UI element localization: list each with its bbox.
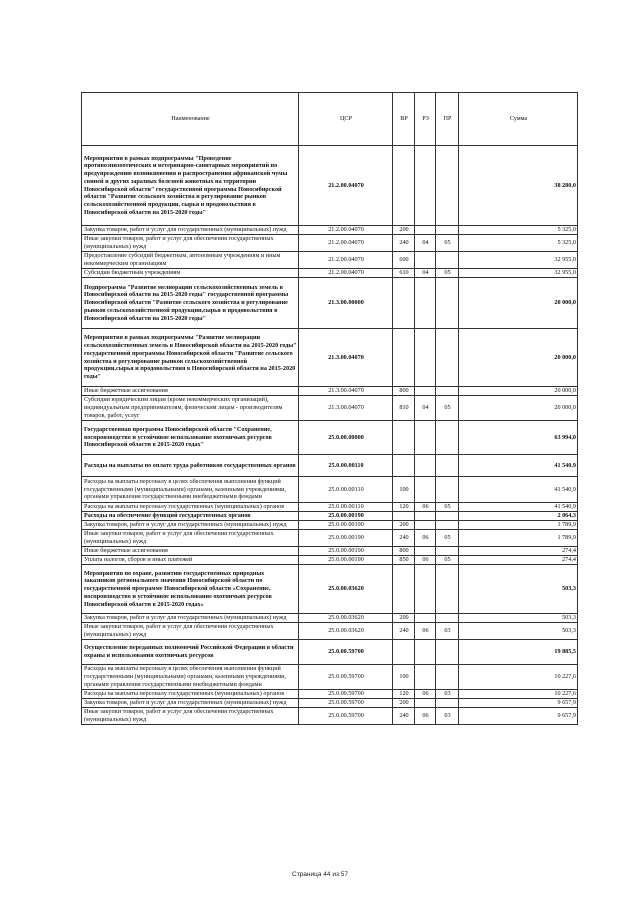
table-row	[82, 614, 578, 623]
cell-vr: 240	[393, 235, 415, 252]
header-rz: РЗ	[415, 93, 436, 146]
table-row	[82, 565, 578, 614]
page-number: Страница 44 из 57	[292, 871, 348, 878]
table-row	[82, 226, 578, 235]
cell-rz	[415, 455, 436, 477]
cell-sum: 1 789,9	[459, 530, 578, 547]
cell-name: Закупка товаров, работ и услуг для государственных (муниципальных) нужд	[82, 614, 299, 623]
cell-pr: 03	[436, 623, 459, 640]
cell-name: Закупка товаров, работ и услуг для государственных (муниципальных) нужд	[82, 226, 299, 235]
cell-name: Расходы на выплаты персоналу государственных (муниципальных) органов	[82, 690, 299, 699]
cell-vr	[393, 565, 415, 614]
cell-name: Закупка товаров, работ и услуг для государственных (муниципальных) нужд	[82, 521, 299, 530]
header-pr: ПР	[436, 93, 459, 146]
cell-sum: 32 955,0	[459, 252, 578, 269]
cell-vr: 610	[393, 269, 415, 278]
cell-sum: 32 955,0	[459, 269, 578, 278]
table-row	[82, 708, 578, 725]
cell-pr: 05	[436, 556, 459, 565]
cell-name: Иные бюджетные ассигнования	[82, 387, 299, 396]
cell-sum: 20 000,0	[459, 278, 578, 329]
cell-vr	[393, 278, 415, 329]
cell-csr: 25.0.00.00110	[299, 503, 393, 512]
cell-rz	[415, 252, 436, 269]
cell-csr: 25.0.00.59700	[299, 690, 393, 699]
cell-rz	[415, 278, 436, 329]
table-row	[82, 387, 578, 396]
cell-sum: 2 064,3	[459, 512, 578, 521]
cell-vr: 240	[393, 623, 415, 640]
cell-rz	[415, 421, 436, 455]
cell-vr: 810	[393, 396, 415, 421]
cell-csr: 25.0.00.00190	[299, 512, 393, 521]
cell-name: Иные закупки товаров, работ и услуг для обеспечения государственных (муниципальных) нужд	[82, 530, 299, 547]
cell-csr: 25.0.00.00190	[299, 521, 393, 530]
cell-vr: 200	[393, 699, 415, 708]
cell-pr	[436, 477, 459, 503]
cell-csr: 21.2.00.04070	[299, 235, 393, 252]
cell-sum: 63 994,0	[459, 421, 578, 455]
cell-sum: 503,3	[459, 565, 578, 614]
table-row	[82, 269, 578, 278]
cell-pr	[436, 387, 459, 396]
table-row	[82, 421, 578, 455]
cell-sum: 9 657,9	[459, 699, 578, 708]
cell-sum: 10 227,6	[459, 665, 578, 690]
cell-sum: 503,3	[459, 614, 578, 623]
table-row	[82, 252, 578, 269]
cell-pr: 05	[436, 235, 459, 252]
table-row	[82, 477, 578, 503]
cell-csr: 25.0.00.03620	[299, 565, 393, 614]
cell-sum: 503,3	[459, 623, 578, 640]
cell-sum: 1 789,9	[459, 521, 578, 530]
cell-csr: 21.3.00.04070	[299, 329, 393, 387]
cell-csr: 21.2.00.04070	[299, 226, 393, 235]
cell-vr: 850	[393, 556, 415, 565]
cell-vr: 120	[393, 503, 415, 512]
cell-pr	[436, 547, 459, 556]
cell-csr: 25.0.00.00110	[299, 477, 393, 503]
cell-pr: 05	[436, 503, 459, 512]
budget-table	[81, 92, 578, 725]
table-row	[82, 699, 578, 708]
cell-rz: 06	[415, 708, 436, 725]
cell-name: Мероприятия в рамках подпрограммы "Проведение противоэпизоотических и ветеринарно-санитарных мероприятий по предупреждению возникновения и распространения африканской чумы свиней и других заразных болезней животных на территории Новосибирской области" государственной программы Новосибирской области "Развитие сельского хозяйства и регулирование рынков сельскохозяйственной продукции, сырья и продовольствия в Новосибирской области на 2015-2020 годы"	[82, 146, 299, 226]
table-row	[82, 521, 578, 530]
cell-name: Закупка товаров, работ и услуг для государственных (муниципальных) нужд	[82, 699, 299, 708]
header-vr: ВР	[393, 93, 415, 146]
cell-sum: 20 000,0	[459, 396, 578, 421]
cell-name: Осуществление переданных полномочий Российской Федерации в области охраны и использования охотничьих ресурсов	[82, 640, 299, 665]
cell-name: Расходы на выплаты персоналу в целях обеспечения выполнения функций государственными (муниципальными) органами, казенными учреждениями, органами управления государственными внебюджетными фондами	[82, 665, 299, 690]
cell-rz	[415, 565, 436, 614]
table-row	[82, 556, 578, 565]
cell-csr: 25.0.00.03620	[299, 623, 393, 640]
cell-csr: 21.3.00.04070	[299, 396, 393, 421]
cell-sum: 9 657,9	[459, 708, 578, 725]
cell-pr: 05	[436, 396, 459, 421]
cell-pr	[436, 278, 459, 329]
cell-pr: 03	[436, 690, 459, 699]
cell-pr	[436, 252, 459, 269]
cell-csr: 25.0.00.00190	[299, 530, 393, 547]
cell-name: Иные закупки товаров, работ и услуг для обеспечения государственных (муниципальных) нужд	[82, 623, 299, 640]
cell-vr: 200	[393, 614, 415, 623]
cell-name: Расходы на выплаты по оплате труда работников государственных органов	[82, 455, 299, 477]
cell-pr	[436, 565, 459, 614]
cell-name: Уплата налогов, сборов и иных платежей	[82, 556, 299, 565]
cell-csr: 25.0.00.00000	[299, 421, 393, 455]
cell-name: Расходы на обеспечение функций государственных органов	[82, 512, 299, 521]
cell-pr	[436, 421, 459, 455]
cell-csr: 25.0.00.00110	[299, 455, 393, 477]
header-sum: Сумма	[459, 93, 578, 146]
cell-csr: 25.0.00.59700	[299, 640, 393, 665]
cell-pr	[436, 329, 459, 387]
table-row	[82, 278, 578, 329]
cell-rz: 04	[415, 269, 436, 278]
cell-pr: 05	[436, 530, 459, 547]
cell-name: Подпрограмма "Развитие мелиорации сельскохозяйственных земель в Новосибирской области на 2015-2020 годы" государственной программы Новосибирской области "Развитие сельского хозяйства и регулирование рынков сельскохозяйственной продукции,сырья и продовольствия в Новосибирской области на 2015-2020 годы"	[82, 278, 299, 329]
cell-rz	[415, 614, 436, 623]
table-row	[82, 547, 578, 556]
cell-name: Мероприятия по охране, развитию государственных природных заказников регионального значения Новосибирской области по государственной программе Новосибирской области «Сохранение, воспроизводство и устойчивое использование охотничьих ресурсов Новосибирской области в 2015-2020 годах»	[82, 565, 299, 614]
cell-rz: 06	[415, 530, 436, 547]
cell-vr	[393, 455, 415, 477]
table-row	[82, 640, 578, 665]
cell-sum: 19 885,5	[459, 640, 578, 665]
table-row	[82, 530, 578, 547]
cell-vr	[393, 512, 415, 521]
header-csr: ЦСР	[299, 93, 393, 146]
cell-pr	[436, 226, 459, 235]
cell-name: Предоставление субсидий бюджетным, автономным учреждениям и иным некоммерческим организациям	[82, 252, 299, 269]
table-row	[82, 690, 578, 699]
cell-name: Субсидии бюджетным учреждениям	[82, 269, 299, 278]
cell-rz	[415, 640, 436, 665]
table-row	[82, 665, 578, 690]
cell-vr: 240	[393, 530, 415, 547]
table-row	[82, 503, 578, 512]
cell-name: Субсидии юридическим лицам (кроме некоммерческих организаций), индивидуальным предпринимателям, физическим лицам - производителям товаров, работ, услуг	[82, 396, 299, 421]
cell-rz	[415, 512, 436, 521]
cell-sum: 20 000,0	[459, 329, 578, 387]
cell-csr: 25.0.00.00190	[299, 556, 393, 565]
cell-sum: 274,4	[459, 556, 578, 565]
cell-rz	[415, 329, 436, 387]
cell-sum: 5 325,0	[459, 226, 578, 235]
cell-pr	[436, 640, 459, 665]
cell-pr	[436, 614, 459, 623]
cell-sum: 20 000,0	[459, 387, 578, 396]
cell-pr: 03	[436, 708, 459, 725]
cell-rz	[415, 547, 436, 556]
cell-rz: 04	[415, 235, 436, 252]
cell-name: Иные закупки товаров, работ и услуг для обеспечения государственных (муниципальных) нужд	[82, 235, 299, 252]
cell-csr: 25.0.00.59700	[299, 708, 393, 725]
cell-csr: 25.0.00.59700	[299, 699, 393, 708]
cell-sum: 41 540,9	[459, 455, 578, 477]
table-row	[82, 396, 578, 421]
table-row	[82, 235, 578, 252]
table-row	[82, 455, 578, 477]
cell-name: Иные закупки товаров, работ и услуг для обеспечения государственных (муниципальных) нужд	[82, 708, 299, 725]
cell-rz: 06	[415, 690, 436, 699]
cell-sum: 41 540,9	[459, 503, 578, 512]
cell-name: Расходы на выплаты персоналу в целях обеспечения выполнения функций государственными (муниципальными) органами, казенными учреждениями, органами управления государственными внебюджетными фондами	[82, 477, 299, 503]
cell-sum: 10 227,6	[459, 690, 578, 699]
cell-vr: 100	[393, 477, 415, 503]
cell-pr	[436, 512, 459, 521]
cell-rz: 06	[415, 556, 436, 565]
cell-pr	[436, 665, 459, 690]
cell-name: Иные бюджетные ассигнования	[82, 547, 299, 556]
cell-name: Мероприятия в рамках подпрограммы "Развитие мелиорации сельскохозяйственных земель в Новосибирской области на 2015-2020 годы" государственной программы Новосибирской области "Развитие сельского хозяйства и регулирование рынков сельскохозяйственной продукции,сырья и продовольствия в Новосибирской области на 2015-2020 годы"	[82, 329, 299, 387]
cell-vr	[393, 146, 415, 226]
header-name: Наименование	[82, 93, 299, 146]
cell-vr: 200	[393, 226, 415, 235]
cell-name: Расходы на выплаты персоналу государственных (муниципальных) органов	[82, 503, 299, 512]
cell-rz	[415, 699, 436, 708]
cell-vr	[393, 329, 415, 387]
cell-pr	[436, 455, 459, 477]
cell-sum: 274,4	[459, 547, 578, 556]
cell-vr: 120	[393, 690, 415, 699]
cell-pr	[436, 699, 459, 708]
cell-vr	[393, 421, 415, 455]
cell-vr	[393, 640, 415, 665]
cell-rz	[415, 665, 436, 690]
cell-vr: 240	[393, 708, 415, 725]
cell-vr: 800	[393, 547, 415, 556]
table-row	[82, 146, 578, 226]
cell-pr: 05	[436, 269, 459, 278]
cell-rz: 04	[415, 396, 436, 421]
cell-rz	[415, 521, 436, 530]
cell-vr: 200	[393, 521, 415, 530]
cell-rz	[415, 226, 436, 235]
table-row	[82, 623, 578, 640]
cell-csr: 21.2.00.04070	[299, 269, 393, 278]
cell-rz	[415, 146, 436, 226]
cell-pr	[436, 146, 459, 226]
cell-csr: 21.2.00.04070	[299, 146, 393, 226]
table-row	[82, 512, 578, 521]
cell-rz	[415, 387, 436, 396]
cell-rz: 06	[415, 623, 436, 640]
cell-rz	[415, 477, 436, 503]
cell-name: Государственная программа Новосибирской области "Сохранение, воспроизводство и устойчивое использование охотничьих ресурсов Новосибирской области в 2015-2020 годах"	[82, 421, 299, 455]
table-header-row	[82, 93, 578, 146]
cell-vr: 100	[393, 665, 415, 690]
cell-csr: 25.0.00.03620	[299, 614, 393, 623]
cell-sum: 41 540,9	[459, 477, 578, 503]
cell-sum: 38 280,0	[459, 146, 578, 226]
cell-csr: 25.0.00.59700	[299, 665, 393, 690]
cell-csr: 21.3.00.04070	[299, 387, 393, 396]
cell-csr: 25.0.00.00190	[299, 547, 393, 556]
cell-csr: 21.2.00.04070	[299, 252, 393, 269]
cell-csr: 21.3.00.00000	[299, 278, 393, 329]
cell-vr: 600	[393, 252, 415, 269]
cell-pr	[436, 521, 459, 530]
cell-vr: 800	[393, 387, 415, 396]
cell-rz: 06	[415, 503, 436, 512]
table-row	[82, 329, 578, 387]
cell-sum: 5 325,0	[459, 235, 578, 252]
